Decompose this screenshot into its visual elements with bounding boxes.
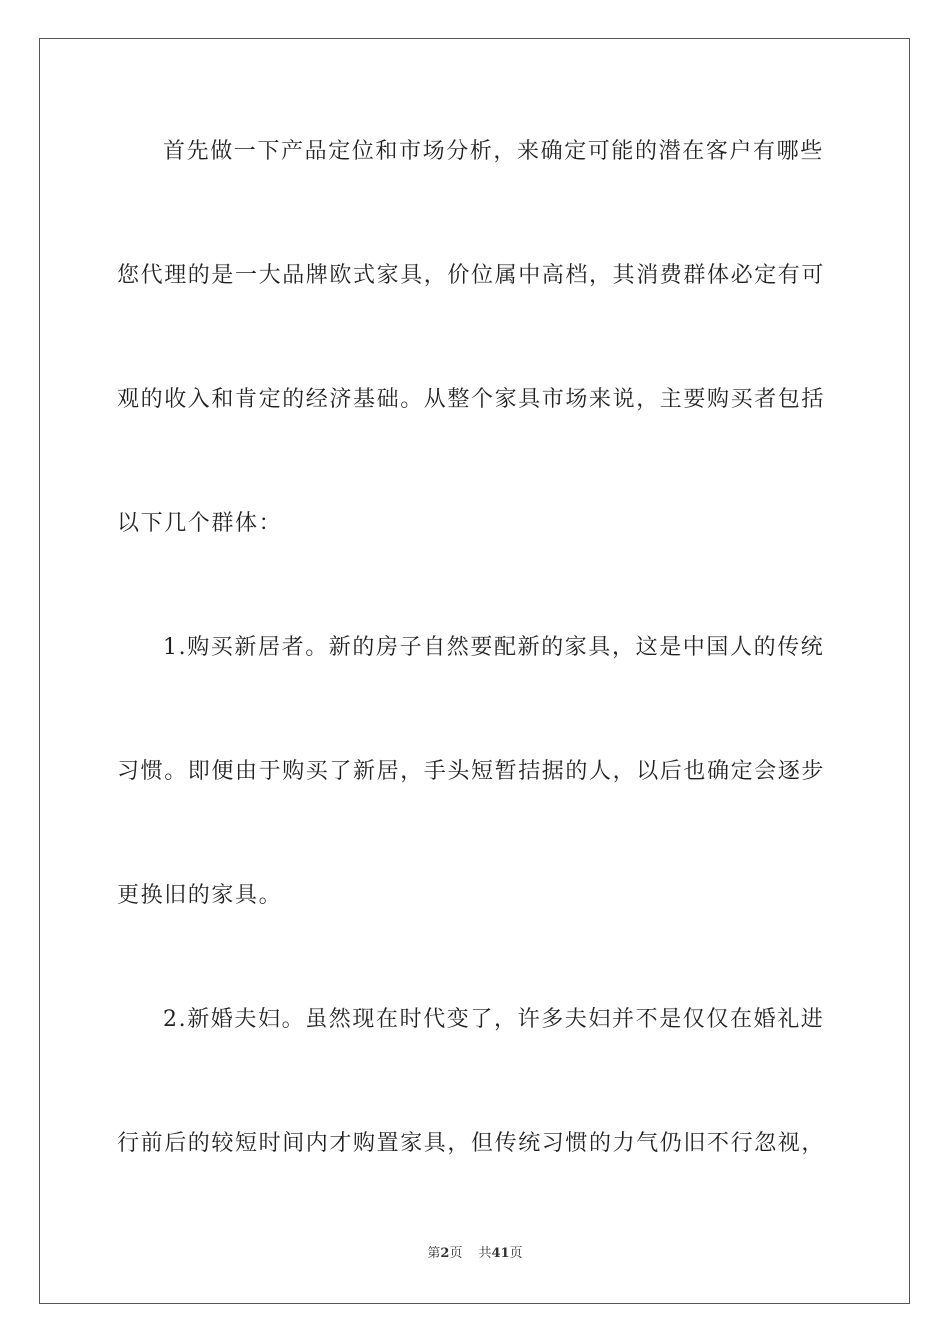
page-suffix: 页 — [449, 1246, 463, 1261]
paragraph-line: 行前后的较短时间内才购置家具，但传统习惯的力气仍旧不行忽视， — [117, 1131, 826, 1156]
paragraph-line: 首先做一下产品定位和市场分析，来确定可能的潜在客户有哪些 — [163, 139, 824, 164]
paragraph-line: 1.购买新居者。新的房子自然要配新的家具，这是中国人的传统 — [163, 635, 825, 660]
total-pages: 41 — [491, 1246, 510, 1261]
paragraph-line: 您代理的是一大品牌欧式家具，价位属中高档，其消费群体必定有可 — [117, 263, 826, 288]
paragraph-line: 以下几个群体： — [117, 511, 283, 536]
paragraph-line: 更换旧的家具。 — [117, 883, 283, 908]
page-frame — [39, 38, 910, 1304]
total-prefix: 共 — [478, 1246, 492, 1261]
page-prefix: 第 — [427, 1246, 441, 1261]
paragraph-line: 观的收入和肯定的经济基础。从整个家具市场来说，主要购买者包括 — [117, 387, 826, 412]
paragraph-line: 2.新婚夫妇。虽然现在时代变了，许多夫妇并不是仅仅在婚礼进 — [163, 1007, 825, 1032]
paragraph-line: 习惯。即便由于购买了新居，手头短暂拮据的人，以后也确定会逐步 — [117, 759, 826, 784]
total-suffix: 页 — [509, 1246, 523, 1261]
page-footer — [0, 1245, 950, 1263]
page-number: 2 — [440, 1246, 450, 1261]
